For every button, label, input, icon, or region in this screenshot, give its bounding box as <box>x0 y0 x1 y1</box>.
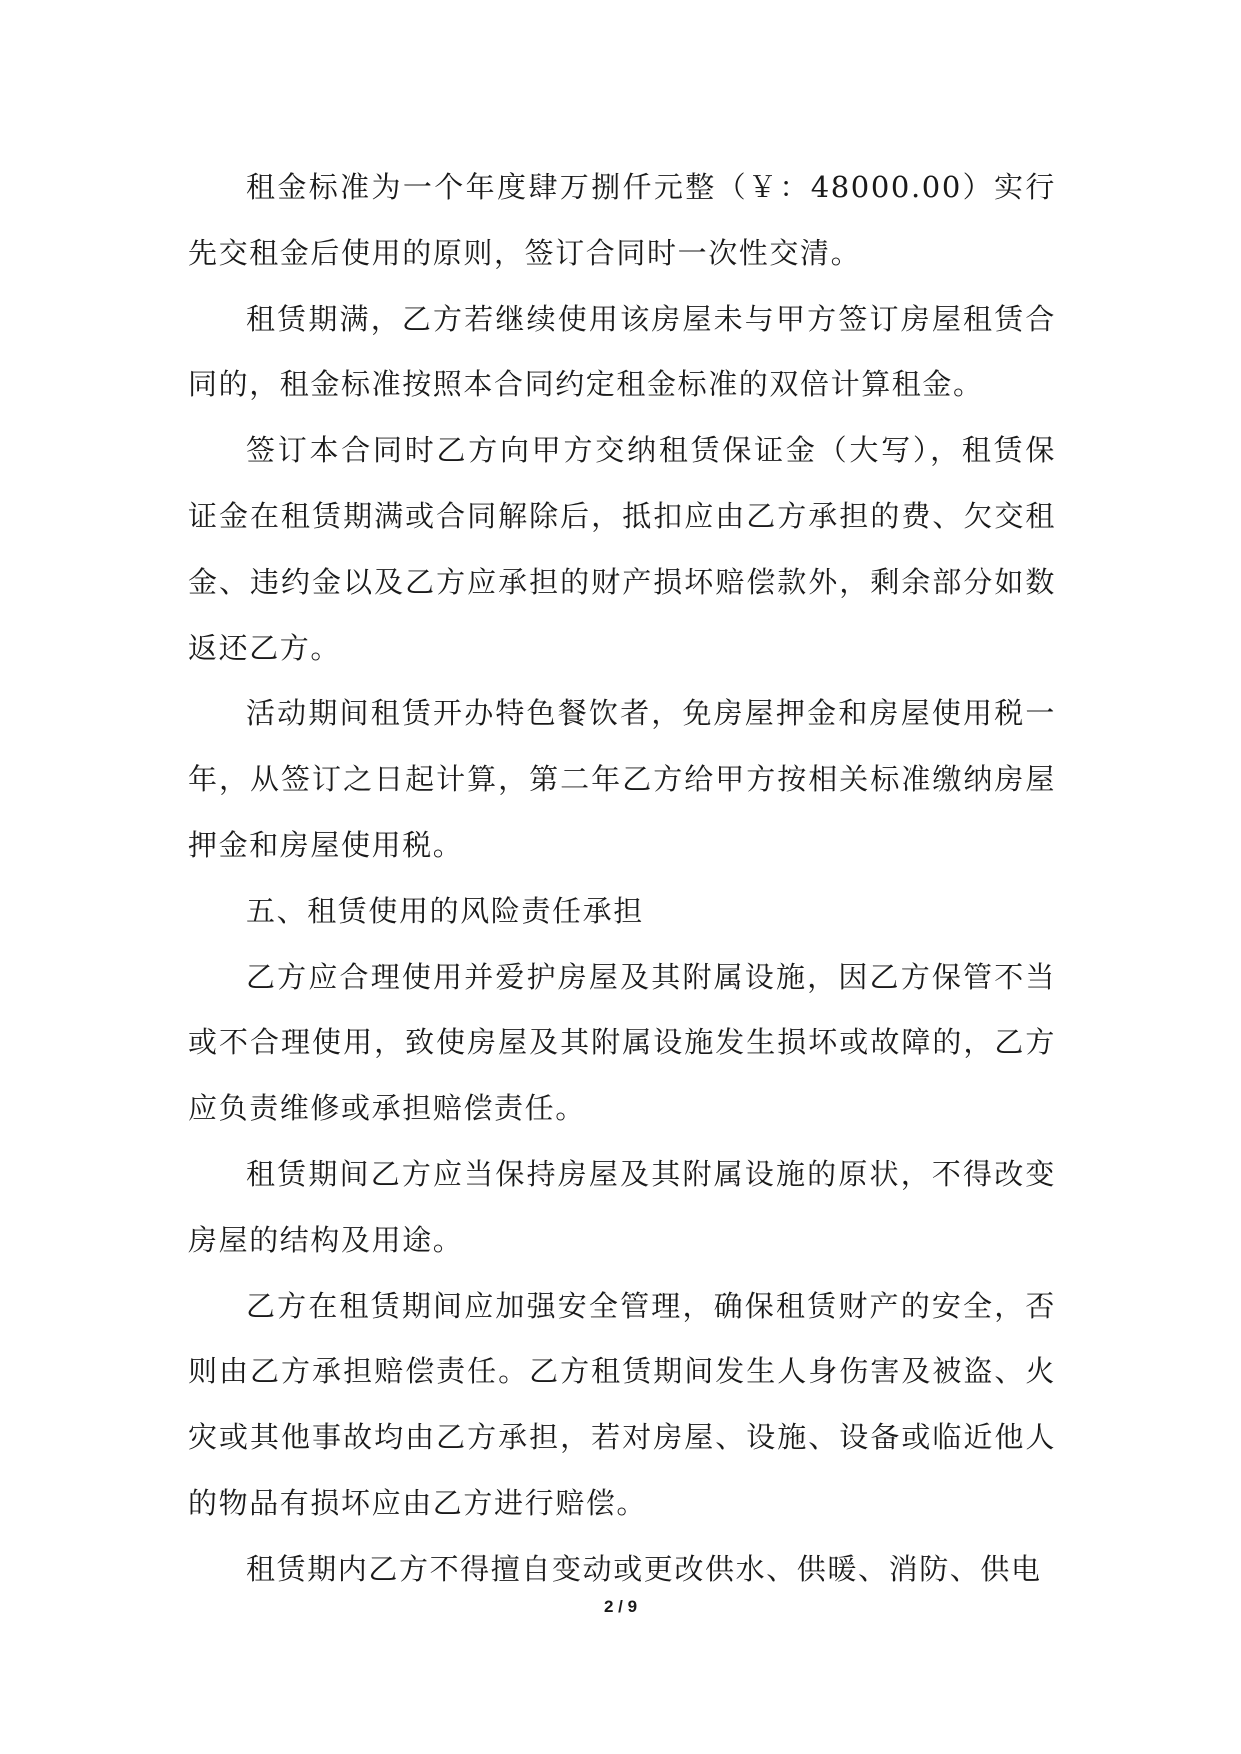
paragraph-rent-standard: 租金标准为一个年度肆万捌仟元整（￥：48000.00）实行先交租金后使用的原则，签订合同时一次性交清。 <box>188 170 1056 270</box>
paragraph-lease-expiry: 租赁期满，乙方若继续使用该房屋未与甲方签订房屋租赁合同的，租金标准按照本合同约定租金标准的双倍计算租金。 <box>188 301 1056 402</box>
paragraph-catering-exemption: 活动期间租赁开办特色餐饮者，免房屋押金和房屋使用税一年，从签订之日起计算，第二年乙方给甲方按相关标准缴纳房屋押金和房屋使用税。 <box>188 696 1056 862</box>
section-heading-risk: 五、租赁使用的风险责任承担 <box>246 893 644 928</box>
document-body <box>188 155 1056 1603</box>
paragraph-safety-management: 乙方在租赁期间应加强安全管理，确保租赁财产的安全，否则由乙方承担赔偿责任。乙方租赁期间发生人身伤害及被盗、火灾或其他事故均由乙方承担，若对房屋、设施、设备或临近他人的物品有损坏应由乙方进行赔偿。 <box>188 1288 1056 1520</box>
paragraph-reasonable-use: 乙方应合理使用并爱护房屋及其附属设施，因乙方保管不当或不合理使用，致使房屋及其附属设施发生损坏或故障的，乙方应负责维修或承担赔偿责任。 <box>188 959 1056 1126</box>
paragraph-original-state: 租赁期间乙方应当保持房屋及其附属设施的原状，不得改变房屋的结构及用途。 <box>188 1156 1056 1257</box>
page-number: 2 / 9 <box>603 1597 638 1616</box>
paragraph-utilities: 租赁期内乙方不得擅自变动或更改供水、供暖、消防、供电 <box>246 1551 1042 1586</box>
paragraph-deposit: 签订本合同时乙方向甲方交纳租赁保证金（大写），租赁保证金在租赁期满或合同解除后，抵扣应由乙方承担的费、欠交租金、违约金以及乙方应承担的财产损坏赔偿款外，剩余部分如数返还乙方。 <box>188 433 1056 665</box>
